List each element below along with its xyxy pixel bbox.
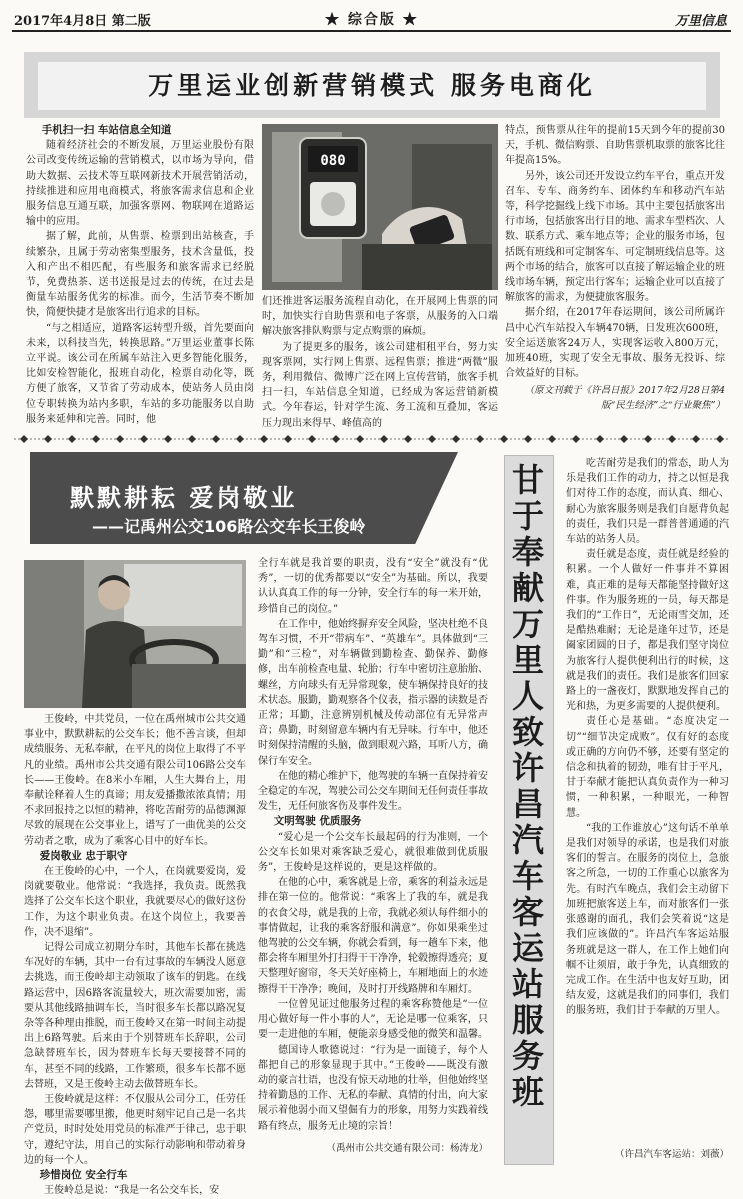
article3-title: 甘于奉献万里人 致许昌汽车客运站服务班 xyxy=(511,461,544,1111)
article1-photo-ticket-terminal xyxy=(262,124,498,290)
article2-paragraph: 德国诗人歌德说过：“行为是一面镜子，每个人都把自己的形象显现于其中。”王俊岭——既没有激动的豪言壮语，也没有惊天动地的壮举，但他始终坚持着勤恳的工作、无私的奉献、真情的付出，向大家展示着他弱小而又望倔有力的形象，用努力实践着线路有终点，服务无止境的宗旨！ xyxy=(258,1044,488,1132)
header-paper-name: 万里信息 xyxy=(674,14,727,29)
article1-column-1 xyxy=(26,123,254,427)
article2-paragraph: 在王俊岭的心中，一个人，在岗就要爱岗，爱岗就要敬业。他常说：“我选择，我负责。既然我选择了公交车长这个职业，我就要尽心的做好这份工作，为这个职业负责。在这个岗位上，我要善作，决不退缩”。 xyxy=(24,866,246,938)
divider-diamond xyxy=(140,435,148,443)
article1-title: 万里运业创新营销模式 服务电商化 xyxy=(148,71,596,100)
article2-paragraph: 在他的精心维护下，他驾驶的车辆一直保持着安全稳定的车况，驾驶公司公交车期间无任何责任事故发生，无任何旅客伤及事件发生。 xyxy=(258,770,488,813)
divider-diamond xyxy=(164,435,172,443)
ticket-terminal-illustration xyxy=(262,124,498,290)
article2-paragraph: 全行车就是我首要的职责，没有“安全”就没有“优秀”，一切的优秀都要以“安全”为基础。所以，我要认认真真工作的每一分钟，安全行车的每一米开始，珍惜自己的岗位。” xyxy=(258,558,488,615)
article3-signature: （许昌汽车客运站：刘薇） xyxy=(614,1149,729,1160)
divider-diamond xyxy=(188,435,196,443)
article1-subhead: 手机扫一扫 车站信息全知道 xyxy=(41,124,172,136)
divider-diamond xyxy=(356,435,364,443)
divider-diamond xyxy=(548,435,556,443)
article2-paragraph: 王俊岭总是说：“我是一名公交车长，安 xyxy=(44,1185,220,1197)
divider-diamond xyxy=(572,435,580,443)
article3-body xyxy=(566,456,729,1019)
divider-diamond xyxy=(404,435,412,443)
divider-diamond xyxy=(20,435,28,443)
divider-diamond xyxy=(212,435,220,443)
divider-diamond xyxy=(236,435,244,443)
article2-paragraph: 记得公司成立初期分车时，其他车长都在挑选车况好的车辆，其中一台有过事故的车辆没人愿意去挑选，而王俊岭却主动领取了该车的钥匙。在线路运营中，因6路客流量较大，班次需要加密，需要从其他线路抽调车长，当时很多车长都以路况复杂等各种理由推脱，而王俊岭又在第一时间主动提出上6路驾驶。后来由于个别替班车长辞职，公司急缺替班车长，因为替班车长每天要接替不同的车，甚至不同的线路，工作繁琐，很多车长都不愿去替班，又是王俊岭主动去做替班车长。 xyxy=(24,942,246,1090)
article3-paragraph: “我的工作谁放心”这句话不单单是我们对领导的承诺，也是我们对旅客们的誓言。在服务的岗位上，急旅客之所急，一切的工作重心以旅客为先。有时汽车晚点，我们会主动留下加班把旅客送上车，而对旅客们一张张感谢的面孔，我们会笑着说“这是我们应该做的”。许昌汽车客运站服务班就是这一群人，在工作上她们向帼不让须眉，敢于争先，认真细致的完成工作。在生活中也友好互助，团结友爱，这就是我们的同事们，我们的服务班，我们甘于奉献的万里人。 xyxy=(566,822,729,1017)
section-divider xyxy=(14,434,729,444)
article2-paragraph: 在工作中，他始终摒弃安全风险，坚决杜绝不良驾车习惯，不开“带病车”、“英雄车”。具体做到“三勤”和“三检”，对车辆做到勤检查、勤保养、勤修修，出车前检查电量、轮胎；行车中密切注意胎胎、螺丝，方向球头有无异常现象，使车辆保持良好的技术状态。服勤，勤观察各个仪表，指示器的读数是否正常；耳勤，注意辨别机械及传动部位有无异常声音；鼻勤，时刻留意车辆内有无异味。行车中，他还时刻保持清醒的头脑，做到眼观六路，耳听八方，确保行车安全。 xyxy=(258,618,488,767)
divider-diamond xyxy=(284,435,292,443)
article1-paragraph: 据介绍，在2017年春运期间，该公司所属许昌中心汽车站投入车辆470辆，日发班次600班，安全运送旅客24万人，实现客运收入800万元，加班40班，实现了安全无事故、服务无投诉、综合效益好的目标。 xyxy=(505,307,725,380)
article1-paragraph: 另外，该公司还开发设立约车平台，重点开发召车、专车、商务约车、团体约车和移动汽车站等，科学挖掘线上线下市场。其中主要包括旅客出行市场，包括旅客出行目的地、需求车型档次、人数、联系方式、乘车地点等；企业的服务市场，包括既有班线和可定制客车、可定制班线信息等。这两个市场的结合，旅客可以直接了解运输企业的班线市场车辆，预定出行客车；运输企业可以直接了解旅客的需求，为便捷旅客服务。 xyxy=(505,170,725,304)
header-date-page: 2017年4月8日 第二版 xyxy=(14,14,151,29)
divider-diamond xyxy=(332,435,340,443)
article2-paragraph: 王俊岭就是这样：不仅服从公司分工，任劳任怨，哪里需要哪里搬，他更时刻牢记自己是一名共产党员，时时处处用党员的标准严于律己，忠于职守，遵纪守法，用自己的实际行动影响和带动着身边的每一个人。 xyxy=(24,1094,246,1166)
article1-title-banner xyxy=(24,52,720,118)
article1-paragraph: 特点，预售票从往年的提前15天到今年的提前30天，手机、微信购票、自助售票机取票的旅客比往年提高15%。 xyxy=(505,125,725,167)
article3-paragraph: 责任就是态度，责任就是经验的积累。一个人做好一件事并不算困难，真正难的是每天都能坚持做好这件事。作为服务班的一员，每天都是我们的“工作日”，无论雨雪交加，还是酷热难耐；无论是逢年过节，还是阖家团圆的日子，都是我们坚守岗位为旅客行人提供便利出行的时候，这就是我们的责任。我们是旅客们回家路上的一盏夜灯，默默地发挥自己的光和热，为更多需要的人提供便利。 xyxy=(566,549,729,713)
divider-diamond xyxy=(92,435,100,443)
article2-signature: （禹州市公共交通有限公司：杨涛龙） xyxy=(326,1143,488,1154)
article2-paragraph: “爱心是一个公交车长最起码的行为准则，一个公交车长如果对乘客缺乏爱心，就很难做到优质服务”，王俊岭是这样说的，更是这样做的。 xyxy=(258,831,488,874)
article1-paragraph: 为了提更多的服务，该公司建相租平台，努力实现客票网，实行网上售票、远程售票；推进“两微”服务，利用微信、微博广泛在网上宣传营销，旅客手机扫一扫，车站信息全知道，已经成为客运营销新模式。今年春运，针对学生流、务工流和互叠加，客运压力现出来得早、峰值高的 xyxy=(262,341,498,429)
divider-diamond xyxy=(500,435,508,443)
bus-driver-illustration xyxy=(24,560,246,708)
article2-paragraph: 在他的心中，乘客就是上帝，乘客的利益永远是排在第一位的。他常说：“乘客上了我的车，就是我的衣食父母，就是我的上帝，我就必须认每件细小的事情做起，让我的乘客舒服和满意”。你如果乘坐过他驾驶的公交车辆，你就会看到，每一趟车下来，他都会将车厢里外打扫得干干净净，轮毂擦得透亮；夏天整理好窗帘，冬天关好座椅上，车厢地面上的水迹擦得干干净净；晚间，及时打开线路牌和车厢灯。 xyxy=(258,877,488,995)
divider-diamond xyxy=(476,435,484,443)
divider-diamond xyxy=(380,435,388,443)
article2-subhead: 文明驾驶 优质服务 xyxy=(273,815,362,828)
article2-photo-bus-driver xyxy=(24,560,246,708)
header-rule xyxy=(12,30,731,32)
article1-column-2 xyxy=(262,294,498,431)
article2-title: 默默耕耘 爱岗敬业 xyxy=(70,484,298,512)
divider-diamond xyxy=(620,435,628,443)
article1-paragraph: 随着经济社会的不断发展，万里运业股份有限公司改变传统运输的营销模式，以市场为导向，借助大数据、云技术等互联网新技术开展营销活动，持续推进和应用电商模式，将旅客需求信息和企业服务信息互通互联，加强客票网、物联网在道路运输中的应用。 xyxy=(26,140,254,228)
article1-paragraph: “与之相适应，道路客运转型升级，首先要面向未来，以科技当先，转换思路。”万里运业董事长陈立平说。该公司在所属车站注入更多智能化服务，比如安检智能化，报班自动化，检票自动化等，既方便了旅客，又节省了劳动成本，使站务人员由岗位专职转换为站内多职，车站的多功能服务以自助服务来延伸和完善。同时，他 xyxy=(26,322,254,425)
divider-diamond xyxy=(308,435,316,443)
divider-diamond xyxy=(596,435,604,443)
article2-column-1 xyxy=(24,712,246,1199)
article2-paragraph: 王俊岭，中共党员，一位在禹州城市公共交通事业中，默默耕耘的公交车长；他不善言谈，但却成绩服务、无私奉献，在平凡的岗位上取得了不平凡的业绩。禹州市公共交通有限公司106路公交车长——王俊岭。在8米小车厢，人生大舞台上，用奉献诠释着人生的真谛；用友爱播撒浓浓真情；用不求回报持之以恒的精神，将吃苦耐劳的品德渊源尽致的展现在公交事业上，谱写了一曲优美的公交劳动者之歌，成为了乘客心目中的好车长。 xyxy=(24,714,246,847)
article1-paragraph: 们还推进客运服务流程自动化，在开展网上售票的同时，加快实行自助售票和电子客票，从服务的入口端解决旅客排队购票与定点购票的麻烦。 xyxy=(262,296,498,338)
divider-diamond xyxy=(68,435,76,443)
divider-diamond xyxy=(44,435,52,443)
divider-diamond xyxy=(644,435,652,443)
article2-subhead: 爱岗敬业 忠于职守 xyxy=(39,849,128,862)
divider-diamond xyxy=(116,435,124,443)
article2-subhead: 珍惜岗位 安全行车 xyxy=(39,1169,128,1182)
article2-column-2 xyxy=(258,556,488,1134)
article3-paragraph: 责任心是基础。“态度决定一切”“细节决定成败”。仅有好的态度或正确的方向仍不够，还要有坚定的信念和执着的韧劲，唯有甘于平凡，甘于奉献才能把认真负责作为一种习惯，一种积累，一种眼光，一种智慧。 xyxy=(566,716,729,819)
article1-source-note: （原文刊载于《许昌日报》2017年2月28日第4版“民生经济”之“行业聚焦”） xyxy=(524,385,725,411)
header-section: ★ 综合版 ★ xyxy=(325,12,419,28)
divider-diamond xyxy=(260,435,268,443)
terminal-display-text: 080 xyxy=(320,153,346,169)
article1-column-3 xyxy=(505,123,725,381)
divider-diamond xyxy=(668,435,676,443)
divider-diamond xyxy=(452,435,460,443)
divider-diamond xyxy=(524,435,532,443)
article2-subtitle: ——记禹州公交106路公交车长王俊岭 xyxy=(92,517,366,536)
article1-paragraph: 据了解，此前，从售票、检票到出站核查，手续繁杂，且属于劳动密集型服务，技术含量低，投入和产出不相匹配，有些服务和旅客需求已经脱节，免费热茶、送书送报是过去的传统，在过去是衡量车站服务优劣的标准。而今，生活节奏不断加快，简便快捷才是旅客出行追求的目标。 xyxy=(26,231,254,319)
divider-diamond xyxy=(428,435,436,443)
article2-paragraph: 一位曾见证过他服务过程的乘客称赞他是“一位用心做好每一件小事的人”，无论是哪一位乘客，只要一走进他的车厢，便能亲身感受他的微笑和温馨。 xyxy=(258,998,488,1041)
article3-paragraph: 吃苦耐劳是我们的常态，助人为乐是我们工作的动力，持之以恒是我们对待工作的态度，而认真、细心、耐心为旅客服务则是我们自愿背负起的责任，我们只是一群普普通通的汽车站的站务人员。 xyxy=(566,458,729,546)
divider-diamond xyxy=(692,435,700,443)
divider-diamond xyxy=(716,435,724,443)
